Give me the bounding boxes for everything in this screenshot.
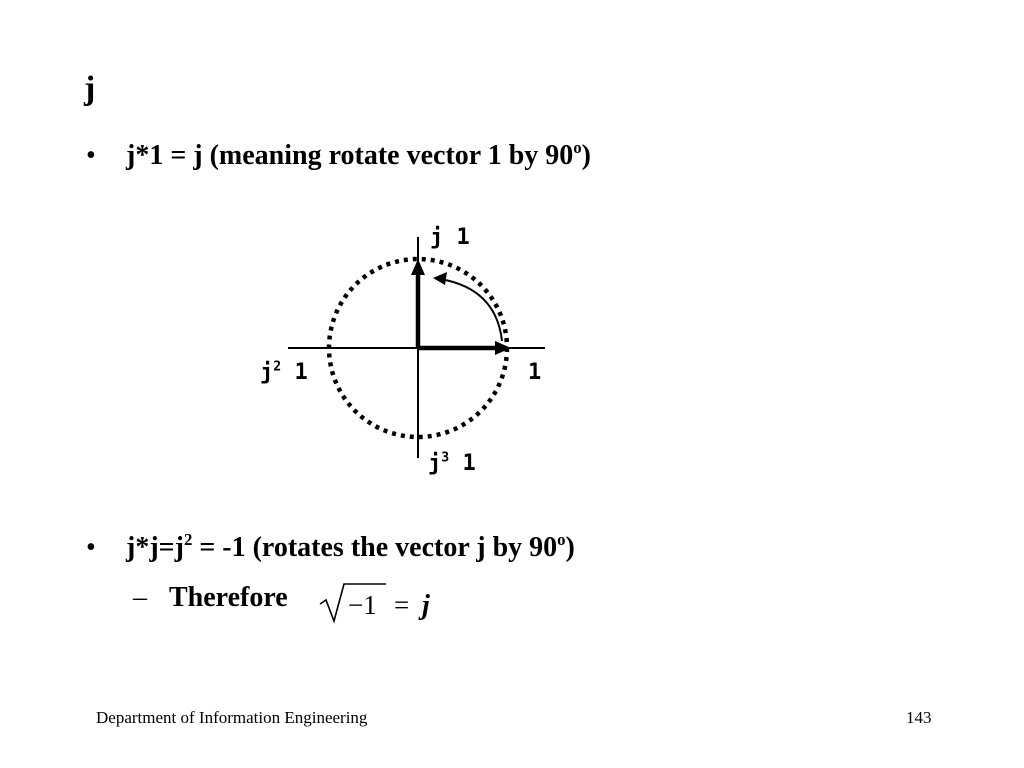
footer-page-number: 143 (906, 708, 932, 727)
sub-bullet-therefore (133, 582, 288, 614)
label-bottom (428, 451, 476, 476)
label-left-sup: 2 (273, 359, 282, 375)
sqrt-formula-svg (318, 578, 448, 628)
radicand: −1 (348, 590, 377, 620)
equals-sign: = (394, 590, 410, 620)
square-superscript: 2 (183, 530, 193, 550)
label-top-j: j (430, 225, 444, 250)
bullet-text-b: = -1 (rotates the vector j by 90 (192, 532, 558, 563)
degree-superscript: o (573, 138, 582, 158)
degree-superscript: o (557, 530, 566, 550)
footer-department: Department of Information Engineering (96, 708, 368, 727)
label-bottom-j: j (428, 451, 442, 476)
vector-one-arrowhead (495, 341, 511, 355)
bullet-marker: • (86, 140, 96, 171)
rotation-arc (440, 279, 502, 341)
label-top-1: 1 (456, 225, 470, 250)
bullet-text: j*1 = j (meaning rotate vector 1 by 90 (126, 140, 574, 171)
label-bottom-1: 1 (462, 451, 476, 476)
sqrt-formula (318, 578, 448, 628)
bullet-j-squared (86, 532, 575, 564)
label-left (260, 360, 308, 385)
label-right-1: 1 (528, 360, 542, 385)
label-top (430, 225, 470, 250)
bullet-rotation-j1 (86, 140, 591, 172)
vector-j-arrowhead (411, 259, 425, 275)
rotation-arc-arrowhead (433, 272, 447, 285)
label-left-1: 1 (294, 360, 308, 385)
rotation-diagram-svg (240, 215, 580, 495)
sub-bullet-marker: – (133, 582, 147, 613)
formula-rhs: j (422, 590, 430, 621)
bullet-tail: ) (565, 532, 575, 563)
slide-title: j (84, 70, 96, 107)
label-left-j: j (260, 360, 274, 385)
sub-bullet-text: Therefore (169, 582, 288, 613)
label-right (528, 360, 541, 385)
bullet-tail: ) (581, 140, 591, 171)
bullet-marker: • (86, 532, 96, 563)
rotation-diagram (240, 215, 580, 495)
bullet-text-a: j*j=j (126, 532, 184, 563)
label-bottom-sup: 3 (441, 450, 450, 466)
